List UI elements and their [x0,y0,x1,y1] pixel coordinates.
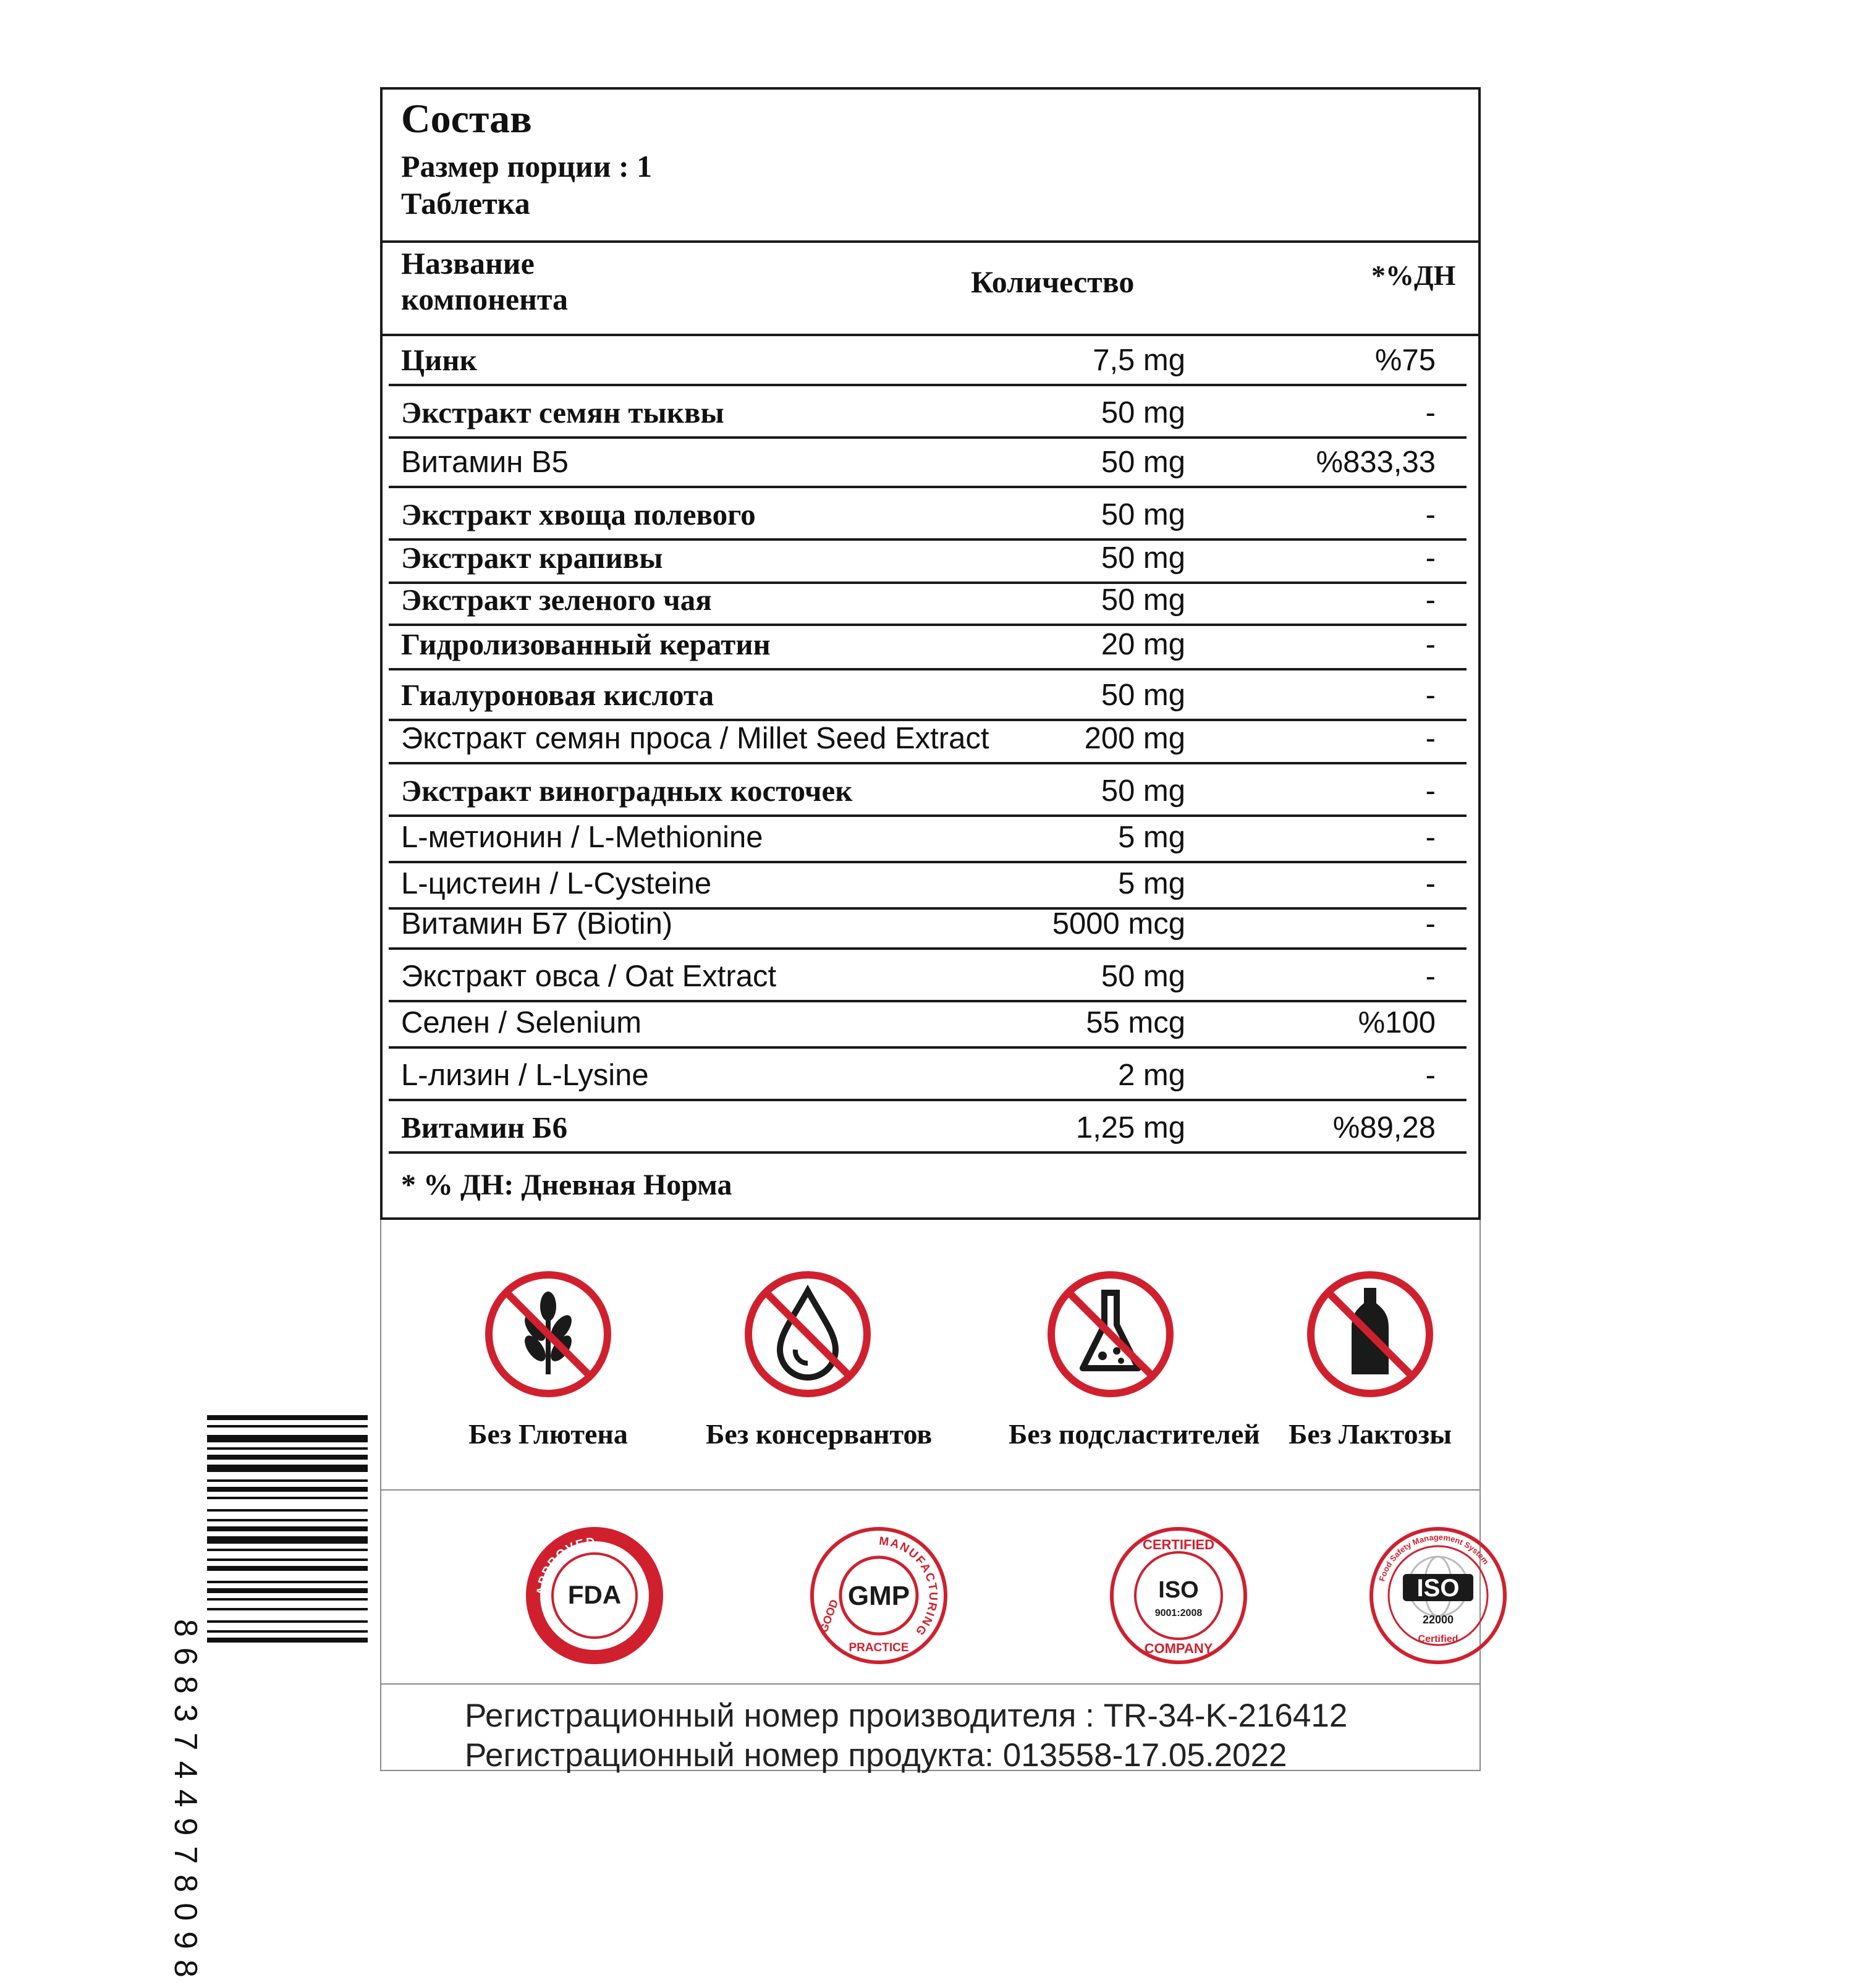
ingredient-row [389,334,1467,386]
ingredient-amount: 50 mg [1101,396,1185,429]
free-from-label: Без подсластителей [1009,1418,1260,1450]
free-from-label: Без Глютена [468,1418,628,1450]
no-preservatives-icon [743,1269,873,1399]
barcode [207,1415,368,1767]
gmp-ring-left: GOOD [817,1597,841,1635]
barcode-bar [207,1598,368,1601]
barcode-bar [207,1549,368,1551]
header-name: Название компонента [401,246,569,316]
divider [381,1683,1479,1685]
barcode-bar [207,1559,368,1561]
ingredient-amount: 5 mg [1118,821,1185,854]
ingredient-amount: 5000 mcg [1052,907,1185,941]
ingredient-name: Цинк [401,343,477,377]
ingredient-name: Витамин Б7 (Biotin) [401,907,673,941]
ingredient-amount: 50 mg [1101,498,1185,531]
ingredient-daily-value: - [1425,1059,1436,1092]
iso-22000-seal [1367,1525,1509,1667]
ingredient-name: Гиалуроновая кислота [401,678,714,712]
free-from-preservatives [706,1269,933,1450]
ingredient-row [389,1101,1467,1154]
ingredient-row [389,488,1467,541]
ingredient-amount: 50 mg [1101,583,1185,617]
iso22000-ring-top: Food Safety Management System [1377,1532,1491,1583]
ingredient-name: Гидролизованный кератин [401,627,771,661]
free-from-label: Без Лактозы [1289,1418,1452,1450]
ingredient-name: L-лизин / L-Lysine [401,1059,649,1092]
iso22000-ring-bottom: Certified [1418,1634,1458,1644]
barcode-bar [207,1638,368,1643]
ingredient-daily-value: - [1425,396,1436,429]
ingredient-amount: 20 mg [1101,628,1185,661]
ingredient-amount: 2 mg [1118,1059,1185,1092]
ingredient-amount: 50 mg [1101,960,1185,993]
ingredient-name: Экстракт виноградных косточек [401,774,853,808]
barcode-bar [207,1465,368,1472]
iso9001-ring-bottom: COMPANY [1144,1641,1213,1656]
ingredient-amount: 50 mg [1101,446,1185,479]
ingredient-row [389,1002,1467,1049]
ingredient-amount: 5 mg [1118,867,1185,900]
ingredient-daily-value: %75 [1374,344,1436,377]
ingredient-name: Экстракт семян проса / Millet Seed Extract [401,722,989,755]
footnote: * % ДН: Дневная Норма [401,1169,732,1201]
barcode-bar [207,1447,368,1450]
iso22000-sub-text: 22000 [1422,1614,1454,1626]
barcode-bar [207,1620,368,1623]
ingredient-daily-value: - [1425,541,1436,575]
header-dv: *%ДН [1371,260,1456,291]
fda-center-text: FDA [567,1580,622,1609]
barcode-bar [207,1435,368,1442]
barcode-bar [207,1497,368,1499]
ingredient-daily-value: %100 [1358,1006,1436,1039]
composition-table [380,87,1481,1220]
ingredient-row [389,386,1467,439]
free-from-lactose [1268,1269,1472,1450]
ingredient-row [389,721,1467,764]
ingredient-amount: 200 mg [1084,722,1185,755]
ingredient-daily-value: - [1425,498,1436,531]
ingredient-row [389,817,1467,863]
barcode-bar [207,1455,368,1460]
ingredient-name: Селен / Selenium [401,1006,642,1039]
ingredient-name: L-метионин / L-Methionine [401,821,763,854]
barcode-bar [207,1608,368,1610]
barcode-bar [207,1487,368,1492]
no-gluten-icon [483,1269,613,1399]
ingredient-daily-value: - [1425,583,1436,617]
serving-size-line2: Таблетка [401,186,530,221]
ingredient-amount: 1,25 mg [1075,1111,1185,1144]
ingredient-daily-value: - [1425,679,1436,712]
ingredient-amount: 50 mg [1101,774,1185,808]
ingredient-daily-value: %89,28 [1332,1111,1436,1144]
gmp-center-text: GMP [847,1581,910,1611]
gmp-ring-bottom: PRACTICE [849,1641,909,1654]
free-from-sweeteners [1009,1269,1260,1450]
composition-title: Состав [401,96,532,142]
ingredient-name: Экстракт хвоща полевого [401,497,756,531]
barcode-bar [207,1581,368,1583]
barcode-bar [207,1536,368,1544]
ingredient-row [389,863,1467,910]
ingredient-row [389,584,1467,626]
ingredient-daily-value: - [1425,960,1436,993]
ingredient-daily-value: - [1425,722,1436,755]
barcode-bar [207,1425,368,1428]
serving-size [401,148,652,222]
ingredient-row [389,541,1467,584]
no-sweeteners-icon [1046,1269,1175,1399]
divider [383,240,1478,243]
ingredient-daily-value: - [1425,821,1436,854]
ingredient-row [389,1049,1467,1101]
no-lactose-icon [1305,1269,1435,1399]
manufacturer-registration: Регистрационный номер производителя : TR-34-K-216412 [465,1698,1348,1734]
barcode-bar [207,1566,368,1571]
ingredient-name: Витамин Б6 [401,1110,568,1144]
fda-approved-seal [523,1525,666,1667]
gmp-seal [808,1525,950,1667]
ingredient-name: Экстракт семян тыквы [401,395,724,429]
header-amount: Количество [971,264,1135,299]
barcode-bar [207,1415,368,1420]
fda-ring-text: APPROVED [534,1535,597,1596]
barcode-bar [207,1526,368,1531]
free-from-gluten [446,1269,650,1450]
ingredient-amount: 7,5 mg [1093,344,1185,377]
ingredient-row [389,950,1467,1002]
ingredient-daily-value: - [1425,907,1436,941]
barcode-bar [207,1630,368,1633]
ingredient-daily-value: - [1425,867,1436,900]
barcode-bar [207,1588,368,1593]
ingredient-amount: 50 mg [1101,541,1185,575]
badges-section [380,1220,1491,1774]
iso22000-center-text: ISO [1416,1575,1460,1602]
gmp-ring-top: MANUFACTURING [878,1534,940,1639]
ingredient-name: L-цистеин / L-Cysteine [401,867,712,900]
iso9001-ring-top: CERTIFIED [1142,1537,1215,1552]
ingredient-amount: 55 mcg [1086,1006,1185,1039]
barcode-bar [207,1479,368,1482]
ingredient-row [389,626,1467,670]
ingredient-daily-value: - [1425,628,1436,661]
iso-9001-seal [1107,1525,1250,1667]
barcode-bar [207,1519,368,1521]
ingredient-row [389,907,1467,950]
ingredient-name: Витамин B5 [401,446,569,479]
divider [381,1489,1479,1491]
product-registration: Регистрационный номер продукта: 013558-17.05.2022 [465,1737,1287,1774]
ingredient-name: Экстракт овса / Oat Extract [401,960,777,993]
ingredient-name: Экстракт зеленого чая [401,583,712,617]
ingredient-daily-value: %833,33 [1316,446,1436,479]
ingredient-row [389,670,1467,721]
barcode-bar [207,1509,368,1512]
iso9001-sub-text: 9001:2008 [1154,1608,1203,1618]
iso9001-center-text: ISO [1158,1577,1199,1603]
serving-size-line1: Размер порции : 1 [401,149,653,184]
ingredient-name: Экстракт крапивы [401,541,663,575]
ingredient-daily-value: - [1425,774,1436,808]
ingredient-row [389,764,1467,817]
ingredient-row [389,439,1467,488]
ingredient-amount: 50 mg [1101,679,1185,712]
free-from-label: Без консервантов [706,1418,933,1450]
